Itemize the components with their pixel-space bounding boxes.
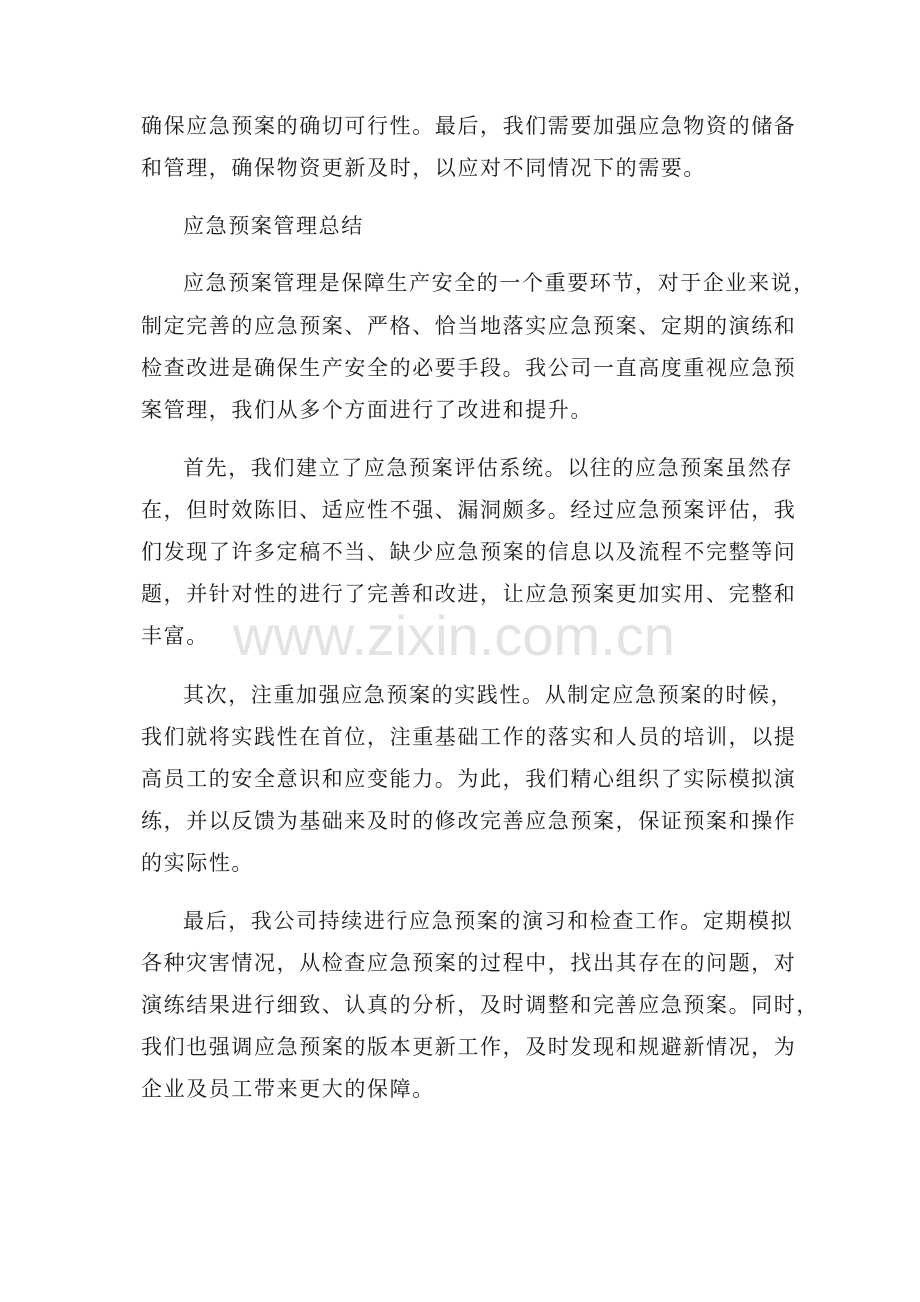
paragraph-line: 题，并针对性的进行了完善和改进，让应急预案更加实用、完整和: [141, 582, 797, 606]
paragraph-line: 案管理，我们从多个方面进行了改进和提升。: [141, 398, 593, 422]
paragraph-line: 检查改进是确保生产安全的必要手段。我公司一直高度重视应急预: [141, 356, 797, 380]
section-heading: 应急预案管理总结: [183, 214, 364, 238]
paragraph-line: 演练结果进行细致、认真的分析，及时调整和完善应急预案。同时，: [141, 993, 819, 1017]
paragraph-line: 们发现了许多定稿不当、缺少应急预案的信息以及流程不完整等问: [141, 540, 797, 564]
paragraph-line: 最后，我公司持续进行应急预案的演习和检查工作。定期模拟: [183, 909, 794, 933]
paragraph-line: 高员工的安全意识和应变能力。为此，我们精心组织了实际模拟演: [141, 767, 797, 791]
watermark: www.zixin.com.cn: [233, 604, 675, 667]
paragraph-line: 确保应急预案的确切可行性。最后，我们需要加强应急物资的储备: [141, 114, 797, 138]
paragraph-line: 应急预案管理是保障生产安全的一个重要环节，对于企业来说，: [183, 271, 816, 295]
paragraph-line: 的实际性。: [141, 851, 254, 875]
paragraph-line: 其次，注重加强应急预案的实践性。从制定应急预案的时候，: [183, 683, 794, 707]
paragraph-line: 和管理，确保物资更新及时，以应对不同情况下的需要。: [141, 156, 706, 180]
paragraph-line: 企业及员工带来更大的保障。: [141, 1077, 435, 1101]
paragraph-line: 丰富。: [141, 624, 209, 648]
paragraph-line: 练，并以反馈为基础来及时的修改完善应急预案，保证预案和操作: [141, 809, 797, 833]
paragraph-line: 我们就将实践性在首位，注重基础工作的落实和人员的培训，以提: [141, 725, 797, 749]
paragraph-line: 在，但时效陈旧、适应性不强、漏洞颇多。经过应急预案评估，我: [141, 498, 797, 522]
paragraph-line: 首先，我们建立了应急预案评估系统。以往的应急预案虽然存: [183, 456, 794, 480]
paragraph-line: 各种灾害情况，从检查应急预案的过程中，找出其存在的问题，对: [141, 951, 797, 975]
paragraph-line: 制定完善的应急预案、严格、恰当地落实应急预案、定期的演练和: [141, 314, 797, 338]
paragraph-line: 我们也强调应急预案的版本更新工作，及时发现和规避新情况，为: [141, 1035, 797, 1059]
